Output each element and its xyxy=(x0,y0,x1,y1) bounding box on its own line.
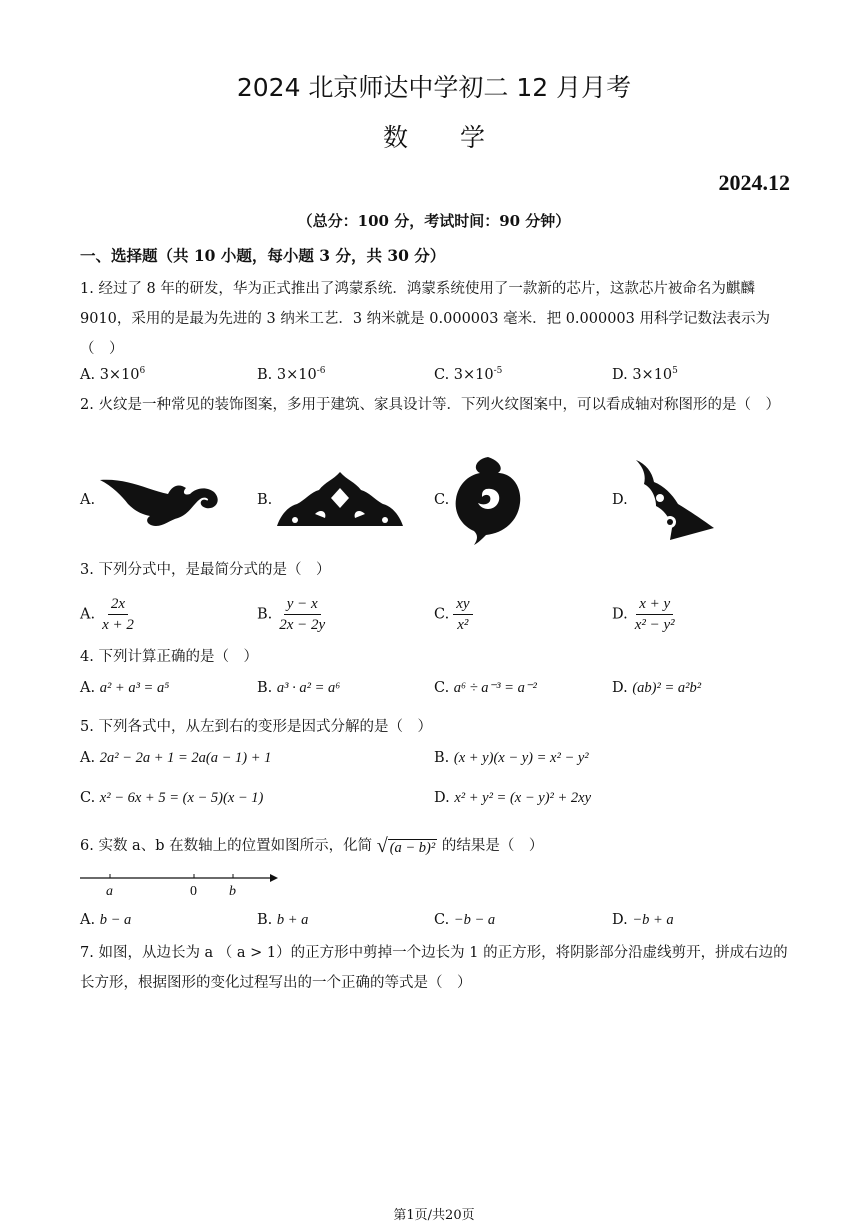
q1-option-b: B. $3\times 10^{-6}$ xyxy=(257,366,326,383)
q4-option-d: D. (ab)² = a²b² xyxy=(612,680,702,696)
q4-option-a: A. a² + a³ = a⁵ xyxy=(80,680,170,696)
question-5-text: 5. 下列各式中，从左到右的变形是因式分解的是（ ） xyxy=(80,719,432,735)
q6-option-b: B. b + a xyxy=(257,912,309,928)
question-7-text: 7. 如图，从边长为 a （ a > 1）的正方形中剪掉一个边长为 1 的正方形，将阴影部分沿虚线剪开，拼成右边的长方形，根据图形的变化过程写出的一个正确的等式是（ ） xyxy=(80,945,788,991)
q4-option-c: C. a⁶ ÷ a⁻³ = a⁻² xyxy=(434,680,537,696)
q6-option-a: A. b − a xyxy=(80,912,132,928)
fire-pattern-c-figure xyxy=(452,455,524,547)
subject-title: 数学 xyxy=(382,123,537,152)
axis-label-a: a xyxy=(106,884,113,899)
axis-label-b: b xyxy=(229,884,236,899)
radical-expression: √ (a − b)² xyxy=(376,834,436,857)
exam-title: 2024 北京师达中学初二 12 月月考 xyxy=(236,73,632,102)
q2-label-b: B. xyxy=(257,492,273,508)
q6-option-d: D. −b + a xyxy=(612,912,674,928)
q5-option-d: D. x² + y² = (x − y)² + 2xy xyxy=(434,790,592,806)
q5-option-c: C. x² − 6x + 5 = (x − 5)(x − 1) xyxy=(80,790,264,806)
q2-label-d: D. xyxy=(612,492,628,508)
q3-option-a: A. $\frac{2x}{x + 2}$ xyxy=(80,596,134,633)
q6-option-c: C. −b − a xyxy=(434,912,496,928)
q3-option-c: C. $\frac{xy}{\text{x²}}$ xyxy=(434,594,473,635)
question-6-text: 6. 实数 a、b 在数轴上的位置如图所示，化简 √ (a − b)² 的结果是（ ） xyxy=(80,834,544,857)
fire-pattern-d-figure xyxy=(630,458,716,544)
page-number: 第1页/共20页 xyxy=(393,1208,475,1223)
q2-label-a: A. xyxy=(80,492,96,508)
section-title: 一、选择题（共 10 小题，每小题 3 分，共 30 分） xyxy=(80,246,446,265)
q1-option-a: A. $3\times 10^6$ xyxy=(80,366,146,383)
axis-label-zero: 0 xyxy=(190,884,197,899)
q1-option-c: C. $3\times 10^{-5}$ xyxy=(434,366,503,383)
fire-pattern-b-figure xyxy=(275,470,405,532)
q3-option-b: B. $\frac{y - x}{2x - 2y}$ xyxy=(257,596,326,633)
question-4-text: 4. 下列计算正确的是（ ） xyxy=(80,649,258,665)
exam-date: 2024.12 xyxy=(718,170,790,195)
q5-option-a: A. 2a² − 2a + 1 = 2a(a − 1) + 1 xyxy=(80,750,272,766)
q2-label-c: C. xyxy=(434,492,450,508)
q3-option-d: D. $\frac{x + y}{\text{x² − y²}}$ xyxy=(612,596,675,633)
fire-pattern-a-figure xyxy=(98,470,223,532)
question-2-text: 2. 火纹是一种常见的装饰图案，多用于建筑、家具设计等．下列火纹图案中，可以看成轴对称图形的是（ ） xyxy=(80,397,780,413)
q5-option-b: B. (x + y)(x − y) = x² − y² xyxy=(434,750,589,766)
q1-option-d: D. $3\times 10^5$ xyxy=(612,366,678,383)
question-1-text: 1. 经过了 8 年的研发，华为正式推出了鸿蒙系统．鸿蒙系统使用了一款新的芯片，这款芯片被命名为麒麟 9010，采用的是最为先进的 3 纳米工艺．3 纳米就是 0.000003 毫米．把 0.000003 用科学记数法表示为（ ） xyxy=(80,281,770,357)
exam-info: （总分：100 分，考试时间：90 分钟） xyxy=(297,212,571,230)
q4-option-b: B. a³ · a² = a⁶ xyxy=(257,680,341,696)
question-3-text: 3. 下列分式中，是最简分式的是（ ） xyxy=(80,562,331,578)
